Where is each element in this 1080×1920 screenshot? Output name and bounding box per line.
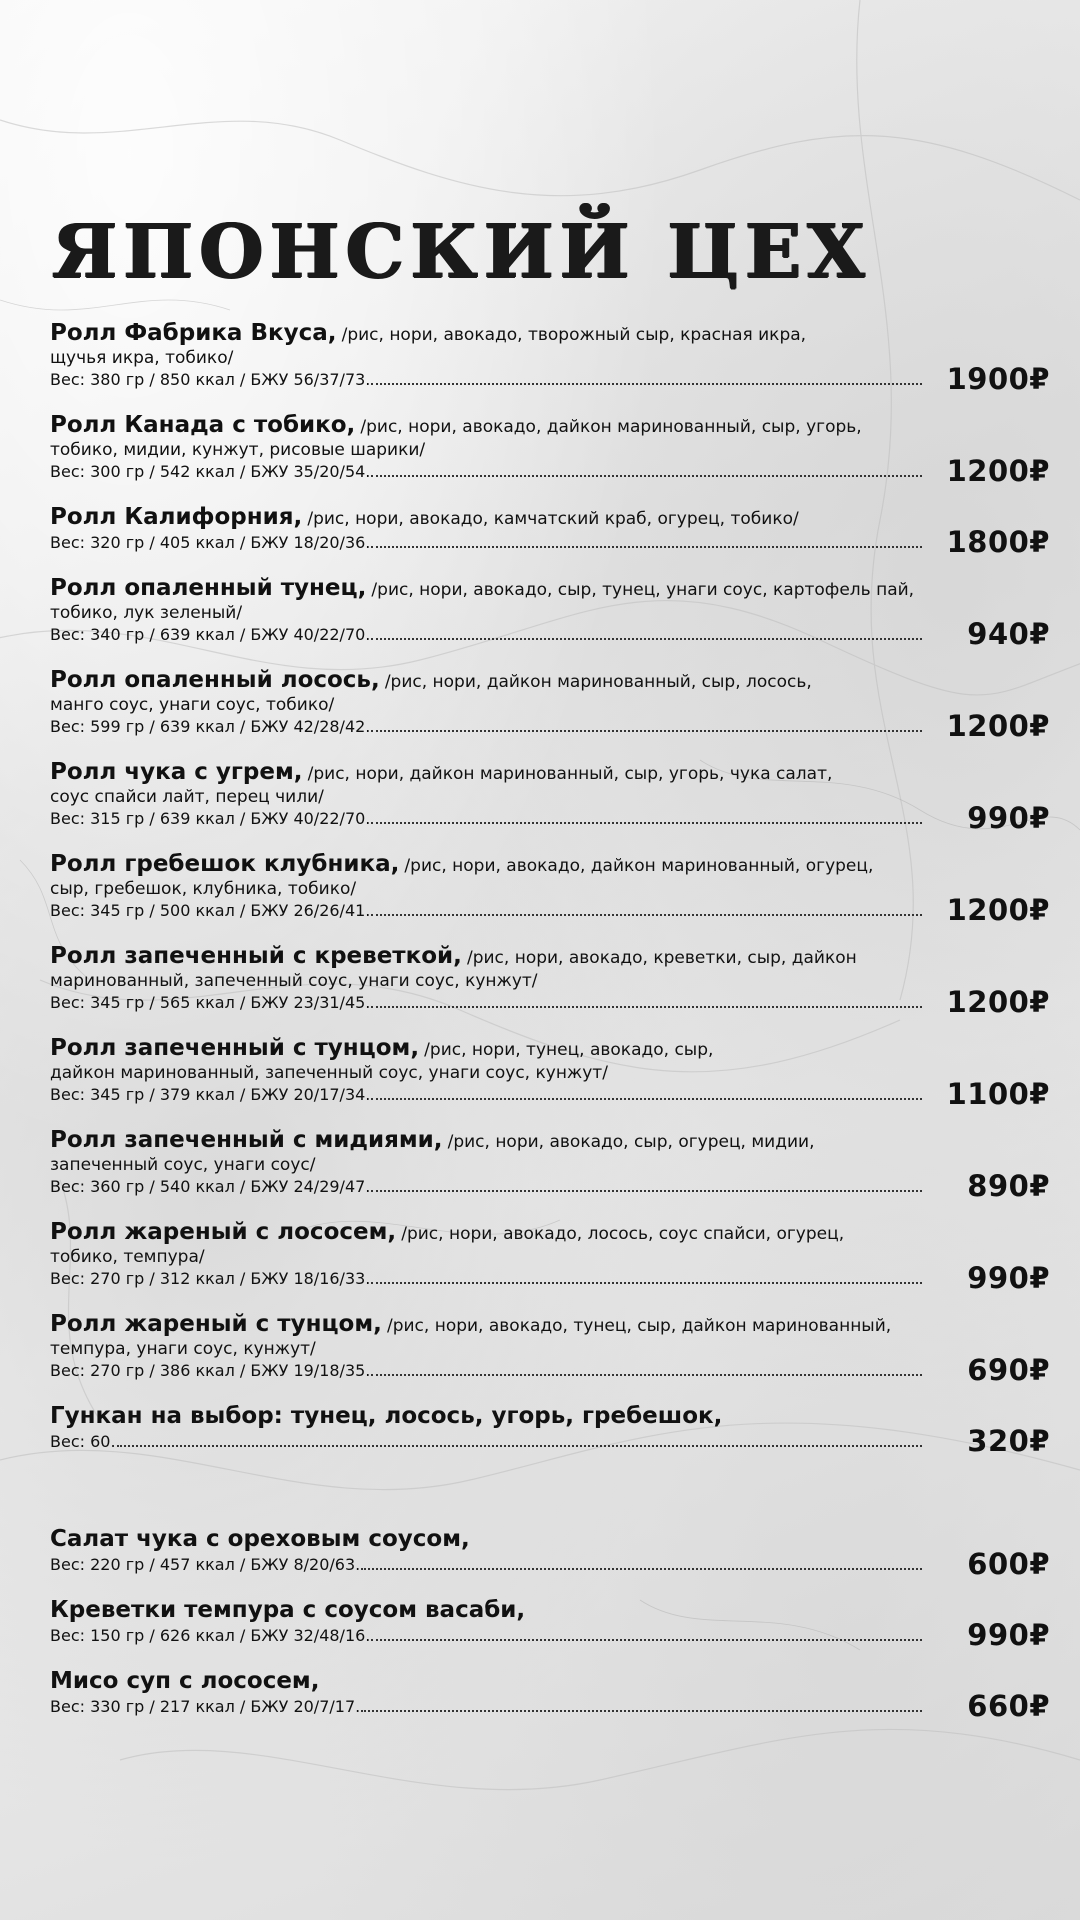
item-nutrition: Вес: 300 гр / 542 ккал / БЖУ 35/20/54. xyxy=(50,462,371,481)
item-description: /рис, нори, тунец, авокадо, сыр, xyxy=(424,1040,714,1060)
item-name: Гункан на выбор: тунец, лосось, угорь, гребешок, xyxy=(50,1403,723,1429)
menu-item xyxy=(50,1595,1050,1652)
item-description-continued: сыр, гребешок, клубника, тобико/ xyxy=(50,879,357,899)
dotted-leader xyxy=(371,1373,922,1376)
item-description: /рис, нори, авокадо, камчатский краб, огурец, тобико/ xyxy=(307,509,799,529)
section-gap xyxy=(50,1472,1050,1524)
item-price: 1900₽ xyxy=(946,362,1050,396)
dotted-leader xyxy=(371,382,922,385)
item-price: 1200₽ xyxy=(946,709,1050,743)
item-name: Ролл опаленный тунец, xyxy=(50,575,367,601)
item-description: /рис, нори, авокадо, сыр, тунец, унаги соус, картофель пай, xyxy=(371,580,915,600)
dotted-leader xyxy=(361,1567,922,1570)
item-nutrition: Вес: 345 гр / 565 ккал / БЖУ 23/31/45. xyxy=(50,993,371,1012)
item-nutrition: Вес: 320 гр / 405 ккал / БЖУ 18/20/36. xyxy=(50,533,371,552)
dotted-leader xyxy=(371,821,922,824)
item-price: 600₽ xyxy=(967,1547,1050,1581)
item-nutrition: Вес: 340 гр / 639 ккал / БЖУ 40/22/70. xyxy=(50,625,371,644)
dotted-leader xyxy=(371,913,922,916)
item-name: Салат чука с ореховым соусом, xyxy=(50,1526,470,1552)
item-description-continued: соус спайси лайт, перец чили/ xyxy=(50,787,324,807)
item-nutrition: Вес: 270 гр / 386 ккал / БЖУ 19/18/35. xyxy=(50,1361,371,1380)
item-price: 990₽ xyxy=(967,1261,1050,1295)
menu-item xyxy=(50,665,1050,743)
menu-item xyxy=(50,410,1050,488)
item-name: Ролл запеченный с креветкой, xyxy=(50,943,462,969)
item-name: Ролл жареный с тунцом, xyxy=(50,1311,382,1337)
menu-item xyxy=(50,502,1050,559)
dotted-leader xyxy=(371,545,922,548)
item-price: 990₽ xyxy=(967,1618,1050,1652)
item-description: /рис, нори, авокадо, творожный сыр, красная икра, xyxy=(341,325,807,345)
item-description: /рис, нори, авокадо, дайкон маринованный, огурец, xyxy=(404,856,874,876)
item-nutrition: Вес: 60. xyxy=(50,1432,116,1451)
menu-item xyxy=(50,757,1050,835)
item-price: 660₽ xyxy=(967,1689,1050,1723)
item-name: Ролл запеченный с мидиями, xyxy=(50,1127,443,1153)
item-price: 1200₽ xyxy=(946,985,1050,1019)
menu-item xyxy=(50,1524,1050,1581)
item-nutrition: Вес: 315 гр / 639 ккал / БЖУ 40/22/70. xyxy=(50,809,371,828)
dotted-leader xyxy=(371,474,922,477)
item-nutrition: Вес: 150 гр / 626 ккал / БЖУ 32/48/16. xyxy=(50,1626,371,1645)
item-price: 1200₽ xyxy=(946,454,1050,488)
item-name: Ролл Фабрика Вкуса, xyxy=(50,320,337,346)
item-name: Ролл запеченный с тунцом, xyxy=(50,1035,420,1061)
item-description: /рис, нори, авокадо, тунец, сыр, дайкон маринованный, xyxy=(386,1316,892,1336)
item-description: /рис, нори, авокадо, лосось, соус спайси, огурец, xyxy=(401,1224,845,1244)
dotted-leader xyxy=(371,1097,922,1100)
menu-item xyxy=(50,573,1050,651)
item-price: 890₽ xyxy=(967,1169,1050,1203)
page-title: ЯПОНСКИЙ ЦЕХ xyxy=(52,209,871,295)
dotted-leader xyxy=(371,729,922,732)
item-price: 1200₽ xyxy=(946,893,1050,927)
dotted-leader xyxy=(371,1005,922,1008)
item-nutrition: Вес: 360 гр / 540 ккал / БЖУ 24/29/47. xyxy=(50,1177,371,1196)
dotted-leader xyxy=(371,1638,922,1641)
menu-item xyxy=(50,1309,1050,1387)
item-price: 940₽ xyxy=(967,617,1050,651)
dotted-leader xyxy=(371,1189,922,1192)
item-name: Креветки темпура с соусом васаби, xyxy=(50,1597,526,1623)
menu-item xyxy=(50,318,1050,396)
item-name: Ролл гребешок клубника, xyxy=(50,851,400,877)
item-description: /рис, нори, авокадо, креветки, сыр, дайкон xyxy=(466,948,857,968)
dotted-leader xyxy=(371,1281,922,1284)
menu-item xyxy=(50,941,1050,1019)
item-description-continued: щучья икра, тобико/ xyxy=(50,348,234,368)
item-nutrition: Вес: 345 гр / 379 ккал / БЖУ 20/17/34. xyxy=(50,1085,371,1104)
item-name: Ролл чука с угрем, xyxy=(50,759,303,785)
item-nutrition: Вес: 270 гр / 312 ккал / БЖУ 18/16/33. xyxy=(50,1269,371,1288)
item-price: 990₽ xyxy=(967,801,1050,835)
item-name: Ролл Калифорния, xyxy=(50,504,303,530)
dotted-leader xyxy=(371,637,922,640)
item-description-continued: запеченный соус, унаги соус/ xyxy=(50,1155,316,1175)
dotted-leader xyxy=(117,1444,922,1447)
item-description: /рис, нори, дайкон маринованный, сыр, лосось, xyxy=(384,672,812,692)
item-nutrition: Вес: 330 гр / 217 ккал / БЖУ 20/7/17. xyxy=(50,1697,361,1716)
item-description-continued: тобико, лук зеленый/ xyxy=(50,603,243,623)
item-price: 320₽ xyxy=(967,1424,1050,1458)
item-name: Ролл жареный с лососем, xyxy=(50,1219,397,1245)
item-price: 1100₽ xyxy=(946,1077,1050,1111)
item-name: Ролл опаленный лосось, xyxy=(50,667,380,693)
item-description-continued: маринованный, запеченный соус, унаги соус, кунжут/ xyxy=(50,971,538,991)
menu-item xyxy=(50,1401,1050,1458)
item-description-continued: дайкон маринованный, запеченный соус, унаги соус, кунжут/ xyxy=(50,1063,608,1083)
menu-item xyxy=(50,1666,1050,1723)
item-nutrition: Вес: 599 гр / 639 ккал / БЖУ 42/28/42. xyxy=(50,717,371,736)
item-description: /рис, нори, авокадо, сыр, огурец, мидии, xyxy=(447,1132,815,1152)
menu-item xyxy=(50,1125,1050,1203)
item-description-continued: темпура, унаги соус, кунжут/ xyxy=(50,1339,316,1359)
item-nutrition: Вес: 345 гр / 500 ккал / БЖУ 26/26/41. xyxy=(50,901,371,920)
menu-list xyxy=(50,318,1050,1737)
item-description-continued: манго соус, унаги соус, тобико/ xyxy=(50,695,335,715)
menu-item xyxy=(50,1217,1050,1295)
item-description: /рис, нори, авокадо, дайкон маринованный, сыр, угорь, xyxy=(360,417,862,437)
item-nutrition: Вес: 380 гр / 850 ккал / БЖУ 56/37/73. xyxy=(50,370,371,389)
item-description-continued: тобико, мидии, кунжут, рисовые шарики/ xyxy=(50,440,426,460)
dotted-leader xyxy=(361,1709,922,1712)
item-name: Ролл Канада с тобико, xyxy=(50,412,356,438)
item-nutrition: Вес: 220 гр / 457 ккал / БЖУ 8/20/63. xyxy=(50,1555,361,1574)
item-description: /рис, нори, дайкон маринованный, сыр, угорь, чука салат, xyxy=(307,764,833,784)
item-price: 690₽ xyxy=(967,1353,1050,1387)
item-description-continued: тобико, темпура/ xyxy=(50,1247,205,1267)
menu-item xyxy=(50,849,1050,927)
item-name: Мисо суп с лососем, xyxy=(50,1668,320,1694)
menu-item xyxy=(50,1033,1050,1111)
item-price: 1800₽ xyxy=(946,525,1050,559)
